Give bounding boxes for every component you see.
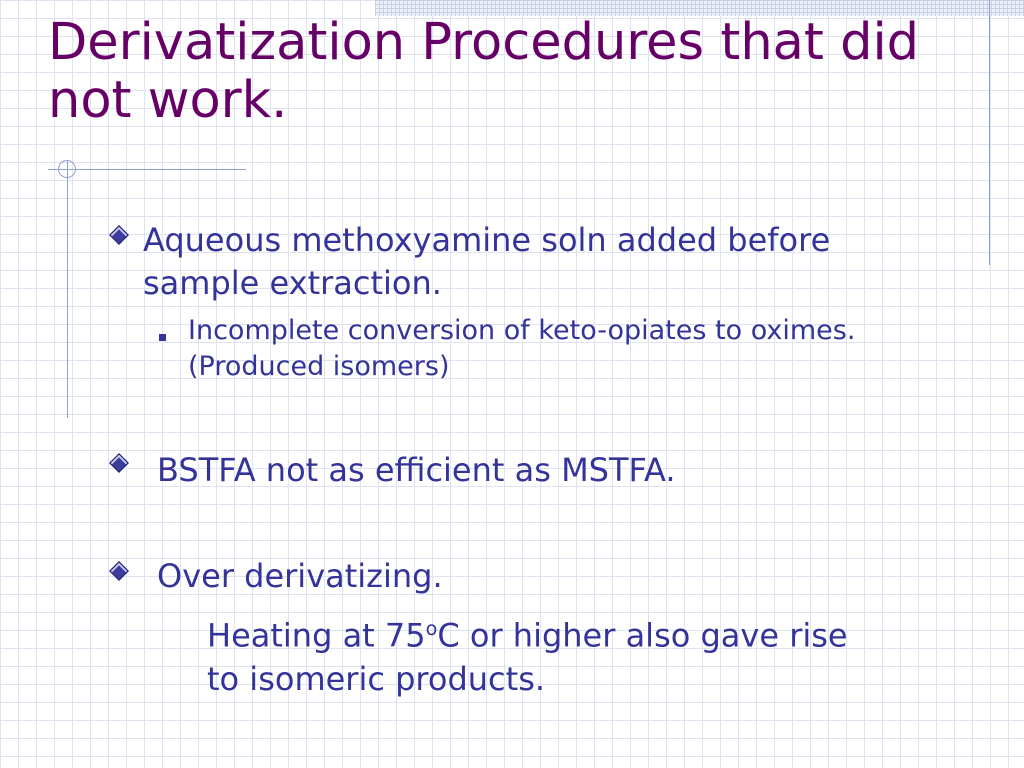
slide-title: Derivatization Procedures that did not work. [48,13,920,130]
continuation-post: C or higher also gave rise to isomeric products. [207,616,848,698]
degree-superscript: o [425,617,438,640]
diamond-bullet-icon [109,453,129,473]
title-underline [48,169,246,170]
left-decorative-line [67,160,68,418]
circle-ornament [58,160,76,178]
diamond-bullet-icon [109,225,129,245]
bullet-3-text: Over derivatizing. [157,557,443,595]
bullet-2-text: BSTFA not as efficient as MSTFA. [157,451,676,489]
bullet-1-sub-text: Incomplete conversion of keto-opiates to oximes. (Produced isomers) [188,315,856,382]
bullet-1-text: Aqueous methoxyamine soln added before sample extraction. [143,221,831,302]
continuation-pre: Heating at 75 [207,616,426,655]
bullet-3-continuation [207,607,867,701]
diamond-bullet-icon [109,561,129,581]
square-bullet-icon [159,334,166,341]
